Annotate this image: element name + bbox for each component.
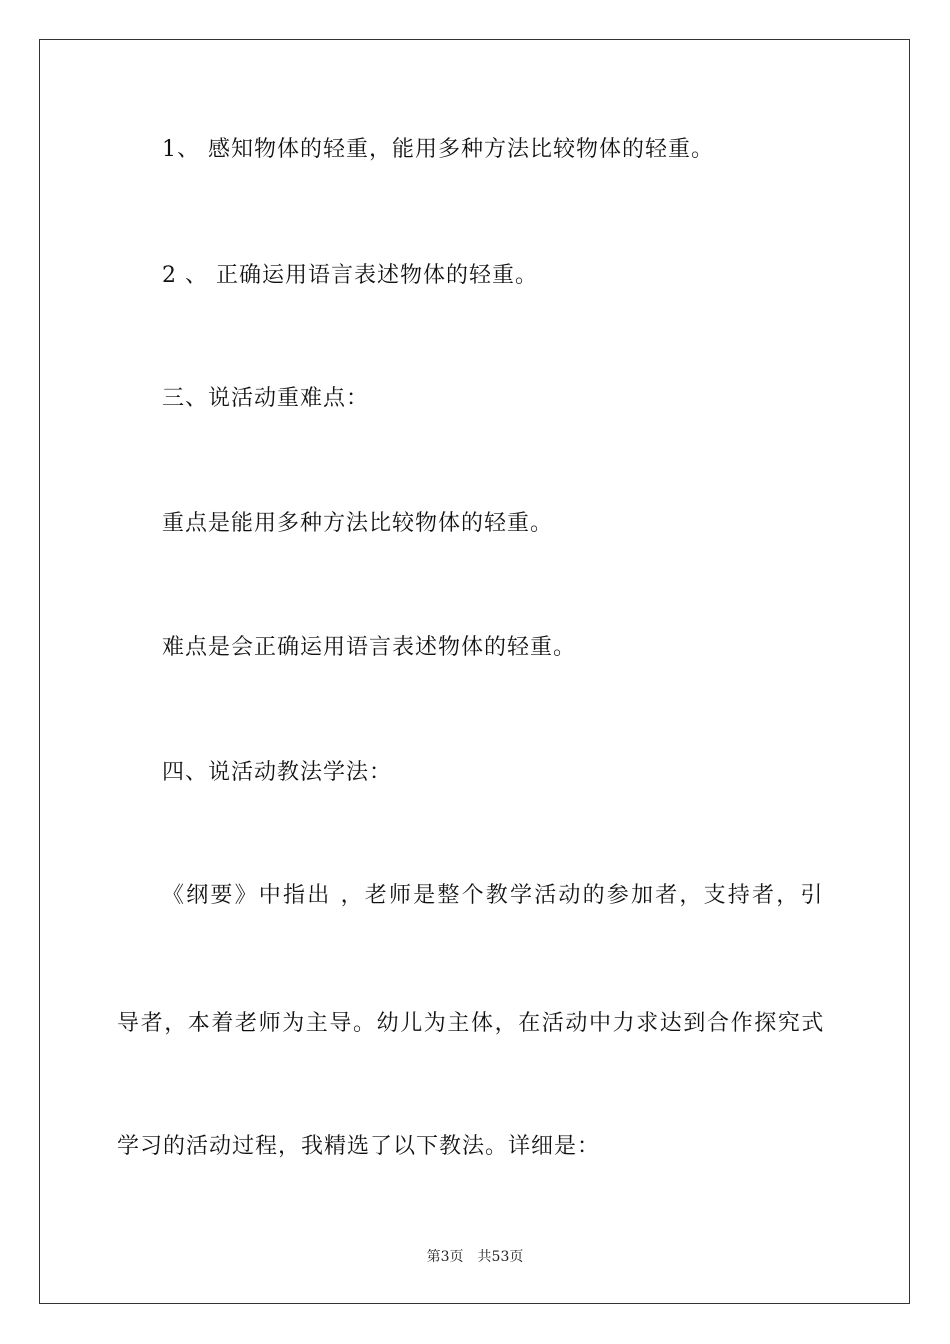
page-footer bbox=[0, 1247, 950, 1267]
section-heading-methods: 四、说活动教法学法： bbox=[162, 760, 393, 785]
page-total: 共53页 bbox=[477, 1249, 524, 1265]
page-number: 第3页 bbox=[426, 1249, 464, 1265]
difficult-point-text: 难点是会正确运用语言表述物体的轻重。 bbox=[162, 635, 577, 660]
paragraph-line-2: 导者，本着老师为主导。幼儿为主体，在活动中力求达到合作探究式 bbox=[117, 1011, 826, 1036]
paragraph-line-3: 学习的活动过程，我精选了以下教法。详细是： bbox=[117, 1134, 601, 1159]
key-point-text: 重点是能用多种方法比较物体的轻重。 bbox=[162, 511, 554, 536]
paragraph-line-1: 《纲要》中指出 ，老师是整个教学活动的参加者，支持者，引 bbox=[162, 883, 825, 908]
section-heading-key-points: 三、说活动重难点： bbox=[162, 386, 370, 411]
page-border bbox=[39, 39, 910, 1304]
goal-item-2: 2 、 正确运用语言表述物体的轻重。 bbox=[162, 263, 538, 288]
goal-item-1: 1、 感知物体的轻重，能用多种方法比较物体的轻重。 bbox=[162, 137, 714, 162]
